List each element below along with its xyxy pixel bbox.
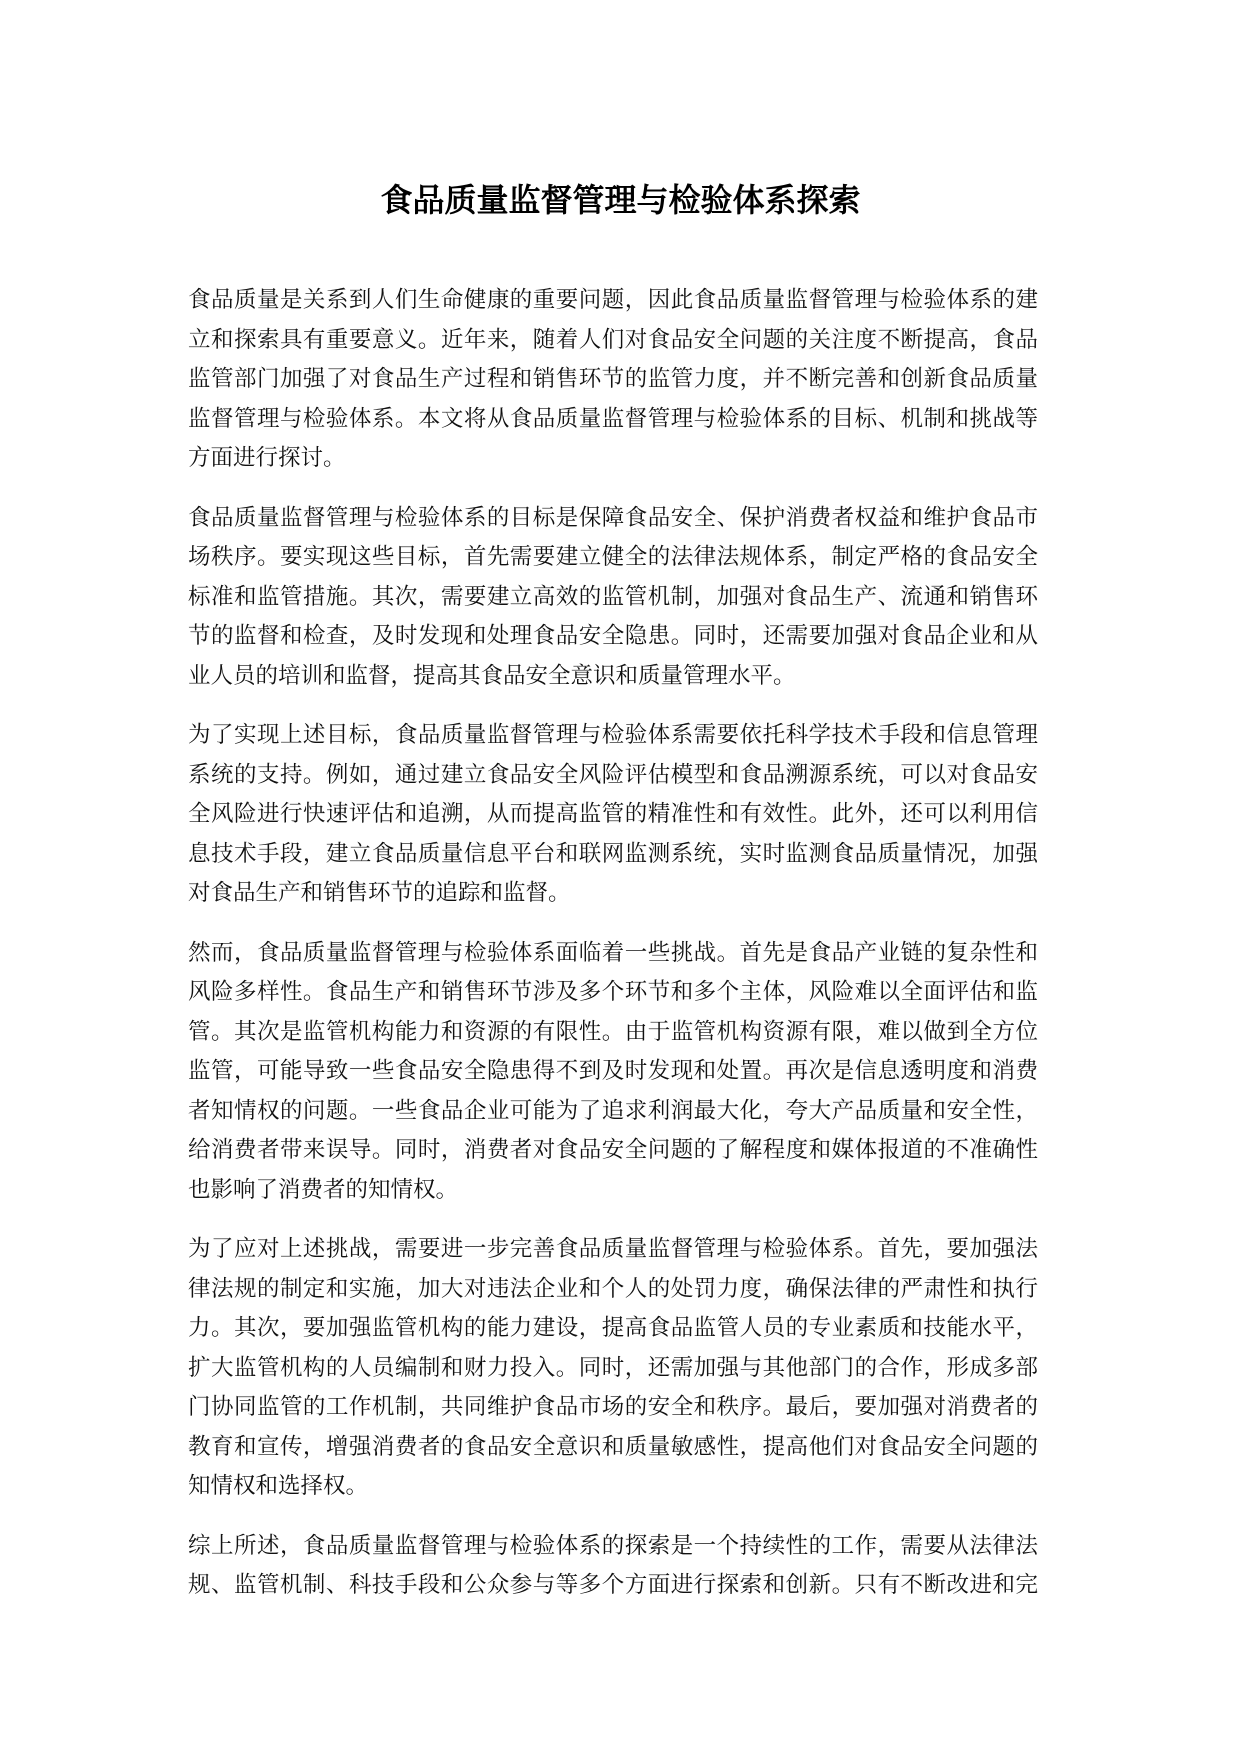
text-line: 规、监管机制、科技手段和公众参与等多个方面进行探索和创新。只有不断改进和完	[188, 1572, 1038, 1598]
text-line: 系统的支持。例如，通过建立食品安全风险评估模型和食品溯源系统，可以对食品安	[188, 761, 1038, 788]
text-line: 监管，可能导致一些食品安全隐患得不到及时发现和处置。再次是信息透明度和消费	[188, 1058, 1038, 1084]
text-line: 方面进行探讨。	[188, 445, 346, 471]
document-title: 食品质量监督管理与检验体系探索	[380, 181, 861, 219]
text-line: 也影响了消费者的知情权。	[188, 1176, 459, 1203]
text-line: 知情权和选择权。	[188, 1473, 369, 1499]
text-line: 风险多样性。食品生产和销售环节涉及多个环节和多个主体，风险难以全面评估和监	[188, 979, 1038, 1005]
text-line: 监管部门加强了对食品生产过程和销售环节的监管力度，并不断完善和创新食品质量	[188, 366, 1038, 392]
paragraph-6	[188, 1527, 1038, 1606]
text-line: 场秩序。要实现这些目标，首先需要建立健全的法律法规体系，制定严格的食品安全	[188, 544, 1038, 570]
text-line: 力。其次，要加强监管机构的能力建设，提高食品监管人员的专业素质和技能水平，	[188, 1315, 1038, 1341]
text-line: 然而，食品质量监督管理与检验体系面临着一些挑战。首先是食品产业链的复杂性和	[188, 939, 1038, 966]
text-line: 监督管理与检验体系。本文将从食品质量监督管理与检验体系的目标、机制和挑战等	[188, 405, 1038, 432]
text-line: 全风险进行快速评估和追溯，从而提高监管的精准性和有效性。此外，还可以利用信	[188, 801, 1038, 827]
text-line: 律法规的制定和实施，加大对违法企业和个人的处罚力度，确保法律的严肃性和执行	[188, 1275, 1038, 1302]
document-body	[188, 281, 1038, 1626]
text-line: 节的监督和检查，及时发现和处理食品安全隐患。同时，还需要加强对食品企业和从	[188, 623, 1038, 649]
text-line: 扩大监管机构的人员编制和财力投入。同时，还需加强与其他部门的合作，形成多部	[188, 1354, 1038, 1381]
paragraph-3	[188, 716, 1038, 914]
text-line: 教育和宣传，增强消费者的食品安全意识和质量敏感性，提高他们对食品安全问题的	[188, 1433, 1038, 1460]
text-line: 为了应对上述挑战，需要进一步完善食品质量监督管理与检验体系。首先，要加强法	[188, 1236, 1038, 1262]
paragraph-4	[188, 934, 1038, 1211]
text-line: 给消费者带来误导。同时，消费者对食品安全问题的了解程度和媒体报道的不准确性	[188, 1137, 1038, 1163]
text-line: 食品质量监督管理与检验体系的目标是保障食品安全、保护消费者权益和维护食品市	[188, 504, 1038, 531]
paragraph-5	[188, 1230, 1038, 1507]
text-line: 立和探索具有重要意义。近年来，随着人们对食品安全问题的关注度不断提高，食品	[188, 326, 1038, 353]
text-line: 管。其次是监管机构能力和资源的有限性。由于监管机构资源有限，难以做到全方位	[188, 1018, 1038, 1045]
text-line: 业人员的培训和监督，提高其食品安全意识和质量管理水平。	[188, 662, 796, 689]
text-line: 标准和监管措施。其次，需要建立高效的监管机制，加强对食品生产、流通和销售环	[188, 583, 1038, 610]
text-line: 对食品生产和销售环节的追踪和监督。	[188, 880, 571, 906]
paragraph-1	[188, 281, 1038, 479]
text-line: 者知情权的问题。一些食品企业可能为了追求利润最大化，夸大产品质量和安全性，	[188, 1097, 1038, 1124]
text-line: 综上所述，食品质量监督管理与检验体系的探索是一个持续性的工作，需要从法律法	[188, 1532, 1038, 1559]
text-line: 食品质量是关系到人们生命健康的重要问题，因此食品质量监督管理与检验体系的建	[188, 287, 1038, 313]
text-line: 门协同监管的工作机制，共同维护食品市场的安全和秩序。最后，要加强对消费者的	[188, 1394, 1038, 1420]
text-line: 为了实现上述目标，食品质量监督管理与检验体系需要依托科学技术手段和信息管理	[188, 722, 1038, 748]
text-line: 息技术手段，建立食品质量信息平台和联网监测系统，实时监测食品质量情况，加强	[188, 840, 1038, 867]
paragraph-2	[188, 499, 1038, 697]
